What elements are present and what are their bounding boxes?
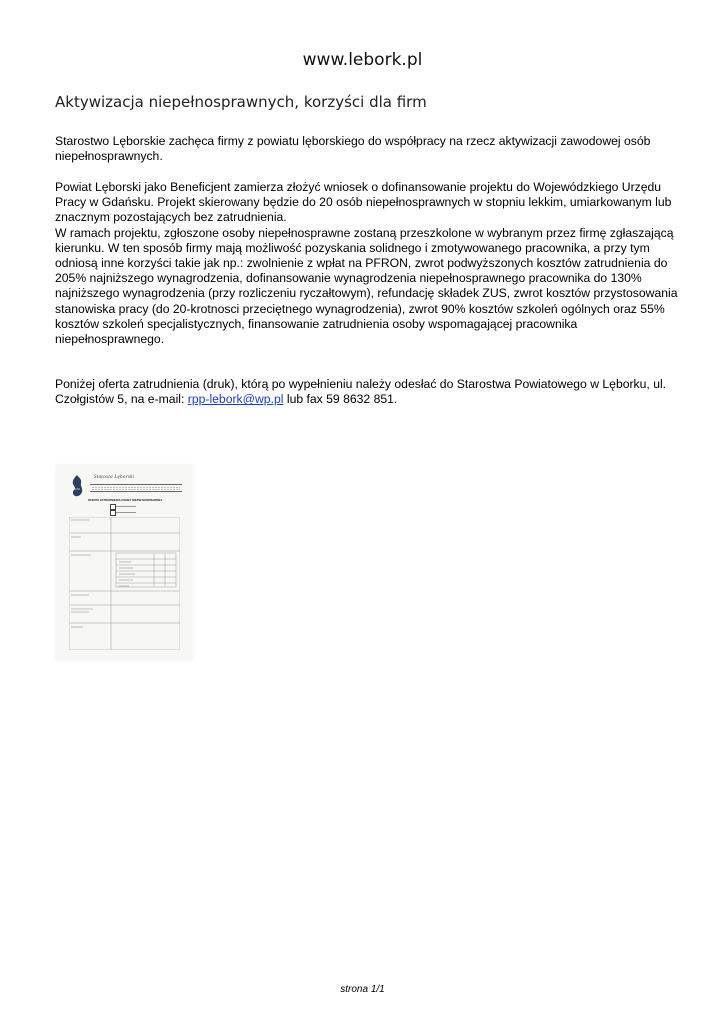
paragraph-project bbox=[55, 180, 680, 347]
site-header: www.lebork.pl bbox=[302, 50, 423, 70]
thumbnail-org-name: Starosta Lęborski bbox=[94, 475, 135, 480]
thumbnail-header-rule-2 bbox=[90, 491, 182, 492]
thumbnail-checkbox-labels bbox=[116, 504, 146, 516]
paragraph-project-part1: Powiat Lęborski jako Beneficjent zamierza złożyć wniosek o dofinansowanie projektu do Wojewódzkiego Urzędu Pracy w Gdańsku. Projekt skierowany będzie do 20 osób niepełnosprawnych w stopniu lekkim, umiarkowanym lub znacznym pozostających bez zatrudnienia. bbox=[55, 180, 672, 225]
thumbnail-contact-lines bbox=[92, 486, 182, 491]
thumbnail-form-title: OFERTA ZATRUDNIENIA OSOBY NIEPEŁNOSPRAWNEJ bbox=[87, 498, 163, 502]
starostwo-logo-icon bbox=[70, 475, 84, 497]
paragraph-project-part2: W ramach projektu, zgłoszone osoby niepełnosprawne zostaną przeszkolone w wybranym przez firmę zgłaszającą kierunku. W ten sposób firmy mają możliwość pozyskania solidnego i zmotywowanego pracownika, a przy tym odniosą inne korzyści takie jak np.: zwolnienie z wpłat na PFRON, zwrot podwyższonych kosztów zatrudnienia do 205% najniższego wynagrodzenia, dofinansowanie wynagrodzenia niepełnosprawnego pracownika do 130% najniższego wynagrodzenia (przy rozliczeniu ryczałtowym), refundację składek ZUS, zwrot kosztów przystosowania stanowiska pracy (do 20-krotnosci przeciętnego wynagrodzenia), zwrot 90% kosztów szkoleń ogólnych oraz 55% kosztów szkoleń specjalistycznych, finansowanie zatrudnienia osoby wspomagającej pracownika niepełnosprawnego. bbox=[55, 225, 678, 347]
article-title: Aktywizacja niepełnosprawnych, korzyści dla firm bbox=[55, 93, 427, 111]
email-link[interactable]: rpp-lebork@wp.pl bbox=[187, 392, 284, 407]
page-number: strona 1/1 bbox=[340, 984, 385, 995]
paragraph-offer bbox=[55, 377, 680, 407]
form-thumbnail[interactable] bbox=[56, 465, 193, 660]
offer-text: Poniżej oferta zatrudnienia (druk), którą po wypełnieniu należy odesłać do Starostwa Powiatowego w Lęborku, ul. Czołgistów 5, na e-mail: bbox=[55, 377, 667, 407]
thumbnail-header-rule bbox=[90, 484, 182, 485]
fax-text: lub fax 59 8632 851. bbox=[283, 392, 398, 407]
paragraph-intro: Starostwo Lęborskie zachęca firmy z powiatu lęborskiego do współpracy na rzecz aktywizacji zawodowej osób niepełnosprawnych. bbox=[55, 134, 651, 164]
thumbnail-form-table bbox=[69, 517, 180, 650]
